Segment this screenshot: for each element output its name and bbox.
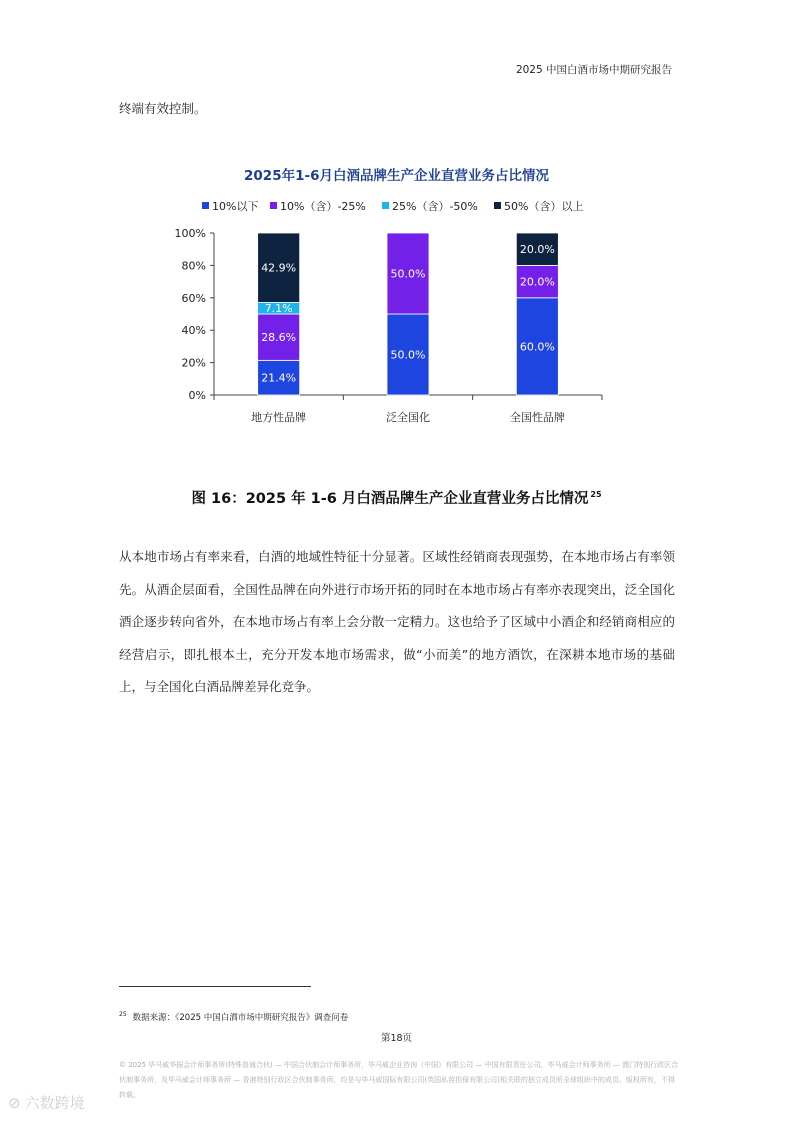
x-category-label: 地方性品牌	[251, 411, 307, 424]
y-tick-label: 60%	[181, 291, 206, 305]
legend-label: 25%（含）-50%	[392, 200, 478, 213]
footnote-number: 25	[119, 1011, 127, 1019]
data-label: 7.1%	[264, 302, 293, 316]
footnote	[119, 1011, 348, 1023]
data-label: 21.4%	[261, 371, 297, 385]
legend-swatch	[202, 202, 209, 209]
data-label: 50.0%	[390, 348, 426, 362]
x-category-label: 泛全国化	[386, 411, 430, 424]
figure-caption-text: 图 16：2025 年 1-6 月白酒品牌生产企业直营业务占比情况	[191, 491, 589, 507]
data-label: 50.0%	[390, 267, 426, 281]
legend-label: 10%（含）-25%	[280, 200, 366, 213]
figure-caption	[0, 487, 793, 508]
legend-swatch	[270, 202, 277, 209]
watermark-text: 六数跨境	[24, 1094, 85, 1112]
chart-title: 2025年1-6月白酒品牌生产企业直营业务占比情况	[244, 168, 549, 184]
report-header-title: 2025 中国白酒市场中期研究报告	[515, 64, 672, 76]
data-label: 20.0%	[519, 243, 555, 257]
footnote-text: 数据来源：《2025 中国白酒市场中期研究报告》调查问卷	[132, 1013, 349, 1023]
page-number: 第18页	[380, 1033, 413, 1044]
body-paragraph: 从本地市场占有率来看，白酒的地域性特征十分显著。区域性经销商表现强势，在本地市场占有率领先。从酒企层面看，全国性品牌在向外进行市场开拓的同时在本地市场占有率亦表现突出，泛全国化酒企逐步转向省外，在本地市场占有率上会分散一定精力。这也给予了区域中小酒企和经销商相应的经营启示，即扎根本土，充分开发本地市场需求，做“小而美”的地方酒饮，在深耕本地市场的基础上，与全国化白酒品牌差异化竞争。	[119, 549, 675, 694]
legal-notice: © 2025 毕马威华振会计师事务所(特殊普通合伙) — 中国合伙制会计师事务所，毕马威企业咨询（中国）有限公司 — 中国有限责任公司，毕马威会计师事务所 — 澳门特别行政区合伙制事务所，及毕马威会计师事务所 — 香港特别行政区合伙制事务所，均是与毕马威国际有限公司(英国私营担保有限公司)相关联的独立成员所全球组织中的成员。版权所有，不得转载。	[119, 1061, 679, 1099]
watermark	[8, 1092, 85, 1113]
legend-swatch	[494, 202, 501, 209]
y-tick-label: 40%	[181, 324, 206, 338]
data-label: 60.0%	[519, 340, 555, 354]
x-category-label: 全国性品牌	[509, 411, 565, 424]
data-label: 42.9%	[261, 261, 297, 275]
lead-line: 终端有效控制。	[119, 101, 207, 116]
legend-label: 50%（含）以上	[504, 200, 584, 213]
y-tick-label: 100%	[174, 227, 206, 240]
y-tick-label: 0%	[188, 389, 206, 402]
stacked-bar-chart	[150, 190, 650, 440]
legend-label: 10%以下	[212, 200, 259, 213]
y-tick-label: 80%	[181, 259, 206, 273]
legend-swatch	[382, 202, 389, 209]
footnote-divider	[119, 986, 311, 987]
link-icon: ⊘	[8, 1093, 21, 1112]
figure-footnote-ref: 25	[590, 490, 602, 500]
data-label: 20.0%	[519, 275, 555, 289]
y-tick-label: 20%	[181, 356, 206, 370]
data-label: 28.6%	[261, 331, 297, 345]
